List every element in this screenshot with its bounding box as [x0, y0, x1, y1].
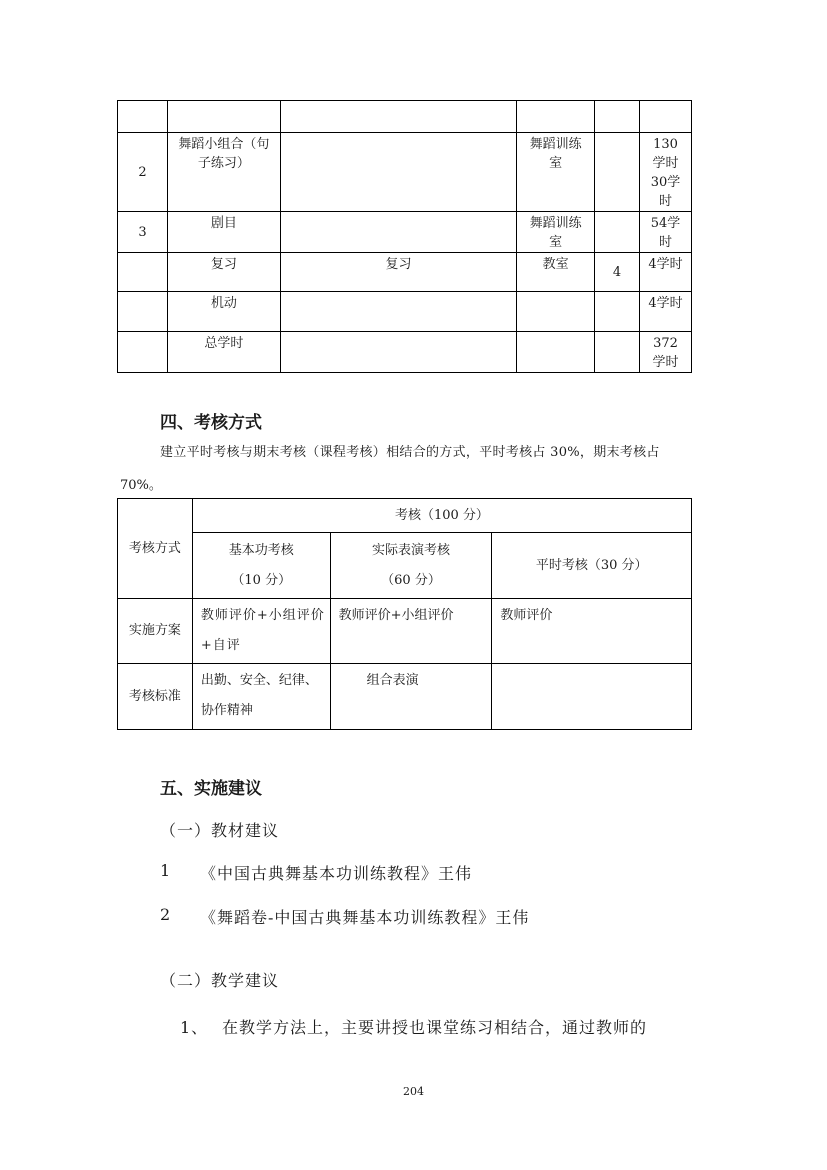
header-basic-skill: 基本功考核 （10 分） [192, 533, 330, 599]
standard-performance: 组合表演 [330, 664, 492, 730]
table-row [118, 499, 692, 533]
course-content [280, 212, 516, 253]
row-number [118, 253, 168, 292]
course-hours: 54学时 [640, 212, 692, 253]
course-hours: 372学时 [640, 332, 692, 373]
course-hours: 4学时 [640, 253, 692, 292]
page-number: 204 [403, 1085, 424, 1098]
course-content [280, 292, 516, 332]
assessment-paragraph-line1: 建立平时考核与期末考核（课程考核）相结合的方式，平时考核占 30%，期末考核占 [160, 445, 660, 460]
plan-performance: 教师评价+小组评价 [330, 599, 492, 664]
assessment-paragraph-line2: 70%。 [120, 478, 162, 493]
row-number [118, 332, 168, 373]
row-number: 3 [118, 212, 168, 253]
item-number: 1、 [180, 1018, 209, 1037]
header-performance: 实际表演考核 （60 分） [330, 533, 492, 599]
course-place [517, 332, 595, 373]
row-number [118, 292, 168, 332]
course-extra [595, 332, 640, 373]
course-content [280, 332, 516, 373]
book-title: 《中国古典舞基本功训练教程》王伟 [200, 864, 473, 883]
subheading-textbook: （一）教材建议 [160, 821, 280, 840]
table-row [118, 664, 692, 730]
table-row [118, 292, 692, 332]
course-place [517, 292, 595, 332]
item-text: 在教学方法上，主要讲授也课堂练习相结合，通过教师的 [222, 1018, 648, 1037]
course-place: 舞蹈训练室 [517, 133, 595, 212]
row-label-standard: 考核标准 [118, 664, 193, 730]
table-row [118, 253, 692, 292]
course-item: 复习 [167, 253, 280, 292]
section-heading-assessment: 四、考核方式 [160, 413, 262, 433]
plan-regular: 教师评价 [492, 599, 692, 664]
table-row [118, 332, 692, 373]
header-regular: 平时考核（30 分） [492, 533, 692, 599]
course-extra [595, 292, 640, 332]
course-content [280, 133, 516, 212]
row-label-plan: 实施方案 [118, 599, 193, 664]
section-heading-suggestions: 五、实施建议 [160, 779, 262, 799]
assessment-table [117, 498, 692, 730]
book-title: 《舞蹈卷-中国古典舞基本功训练教程》王伟 [200, 908, 530, 927]
table-row [118, 533, 692, 599]
assessment-top-header: 考核（100 分） [192, 499, 691, 533]
course-extra [595, 133, 640, 212]
standard-basic-skill: 出勤、安全、纪律、协作精神 [192, 664, 330, 730]
standard-regular [492, 664, 692, 730]
table-row [118, 133, 692, 212]
schedule-table [117, 100, 692, 373]
course-item: 机动 [167, 292, 280, 332]
course-content: 复习 [280, 253, 516, 292]
course-item: 剧目 [167, 212, 280, 253]
assessment-method-label: 考核方式 [118, 499, 193, 599]
course-extra [595, 212, 640, 253]
course-place: 舞蹈训练室 [517, 212, 595, 253]
book-number: 1 [160, 861, 172, 880]
course-item: 舞蹈小组合（句子练习） [167, 133, 280, 212]
course-item: 总学时 [167, 332, 280, 373]
table-row [118, 599, 692, 664]
table-row [118, 212, 692, 253]
table-row [118, 101, 692, 133]
course-extra: 4 [595, 253, 640, 292]
subheading-teaching: （二）教学建议 [160, 971, 280, 990]
course-hours: 130学时30学时 [640, 133, 692, 212]
course-place: 教室 [517, 253, 595, 292]
row-number: 2 [118, 133, 168, 212]
plan-basic-skill: 教师评价+小组评价+自评 [192, 599, 330, 664]
book-number: 2 [160, 905, 172, 924]
course-hours: 4学时 [640, 292, 692, 332]
